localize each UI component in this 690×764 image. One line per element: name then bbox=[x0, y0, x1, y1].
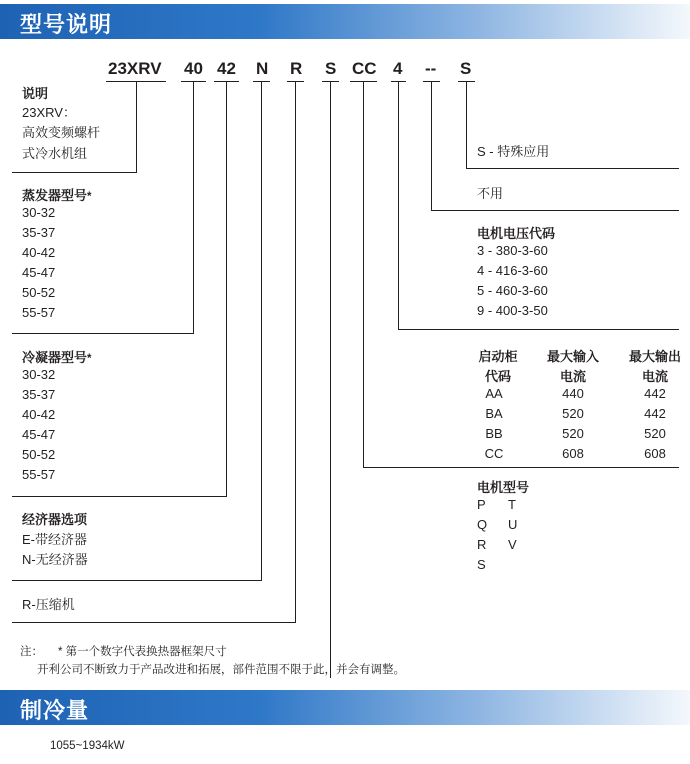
condenser-item: 40-42 bbox=[22, 407, 56, 422]
connector-unused-v bbox=[431, 81, 432, 211]
code-part-starter: CC bbox=[352, 59, 377, 78]
connector-condenser-v bbox=[226, 81, 227, 497]
condenser-item: 55-57 bbox=[22, 467, 56, 482]
condenser-item: 50-52 bbox=[22, 447, 56, 462]
starter-cell: AA bbox=[485, 386, 503, 401]
starter-cell: 520 bbox=[562, 426, 584, 441]
connector-series-h bbox=[12, 172, 137, 173]
compressor-label: R-压缩机 bbox=[22, 597, 75, 612]
connector-voltage-v bbox=[398, 81, 399, 330]
motor-item: T bbox=[508, 497, 516, 512]
connector-voltage-h bbox=[398, 329, 679, 330]
starter-header-output-line2: 电流 bbox=[641, 369, 668, 384]
condenser-item: 45-47 bbox=[22, 427, 56, 442]
evaporator-item: 55-57 bbox=[22, 305, 56, 320]
code-part-motor: S bbox=[325, 59, 337, 78]
starter-header-code-line1: 启动柜 bbox=[478, 349, 518, 364]
evaporator-item: 30-32 bbox=[22, 205, 56, 220]
capacity-range: 1055~1934kW bbox=[50, 740, 125, 752]
condenser-item: 35-37 bbox=[22, 387, 56, 402]
section-banner-model bbox=[0, 4, 690, 39]
connector-compressor-v bbox=[295, 81, 296, 623]
connector-unused-h bbox=[431, 210, 679, 211]
connector-starter-v bbox=[363, 81, 364, 468]
starter-cell: 520 bbox=[644, 426, 666, 441]
notes-star: * 第一个数字代表换热器框架尺寸 bbox=[58, 646, 227, 658]
voltage-item: 4 - 416-3-60 bbox=[477, 263, 548, 278]
notes-disclaimer: 开利公司不断致力于产品改进和拓展，部件范围不限于此，并会有调整。 bbox=[37, 664, 405, 676]
connector-starter-h bbox=[363, 467, 679, 468]
connector-compressor-h bbox=[12, 622, 296, 623]
starter-cell: CC bbox=[484, 446, 504, 461]
starter-cell: 608 bbox=[562, 446, 584, 461]
section-title-capacity: 制冷量 bbox=[20, 698, 90, 723]
starter-cell: 520 bbox=[562, 406, 584, 421]
code-part-compressor: R bbox=[290, 59, 303, 78]
section-title-model: 型号说明 bbox=[20, 12, 113, 37]
code-part-economizer: N bbox=[256, 59, 269, 78]
connector-condenser-h bbox=[12, 496, 227, 497]
starter-cell: BB bbox=[485, 426, 503, 441]
code-part-voltage: 4 bbox=[393, 59, 403, 78]
connector-economizer-h bbox=[12, 580, 262, 581]
voltage-item: 5 - 460-3-60 bbox=[477, 283, 548, 298]
footnote-mark: * bbox=[87, 191, 92, 203]
voltage-heading: 电机电压代码 bbox=[477, 226, 556, 241]
special-label: S - 特殊应用 bbox=[477, 144, 550, 159]
description-line: 23XRV： bbox=[22, 105, 76, 120]
notes-label: 注： bbox=[20, 646, 43, 658]
description-line: 高效变频螺杆 bbox=[22, 125, 101, 140]
economizer-heading: 经济器选项 bbox=[22, 512, 88, 527]
unused-label: 不用 bbox=[477, 186, 504, 201]
starter-header-code-line2: 代码 bbox=[484, 369, 511, 384]
connector-evaporator-v bbox=[193, 81, 194, 334]
description-line: 式冷水机组 bbox=[22, 146, 88, 161]
starter-header-input-line1: 最大输入 bbox=[546, 349, 599, 364]
code-part-unused: -- bbox=[425, 59, 437, 78]
motor-item: V bbox=[508, 537, 517, 552]
motor-heading: 电机型号 bbox=[477, 480, 530, 495]
voltage-item: 9 - 400-3-50 bbox=[477, 303, 548, 318]
economizer-item: N-无经济器 bbox=[22, 552, 88, 567]
starter-cell: BA bbox=[485, 406, 503, 421]
evaporator-item: 40-42 bbox=[22, 245, 56, 260]
connector-special-v bbox=[466, 81, 467, 168]
code-part-special: S bbox=[460, 59, 472, 78]
starter-cell: 440 bbox=[562, 386, 584, 401]
code-part-series: 23XRV bbox=[108, 59, 162, 78]
motor-item: S bbox=[477, 557, 486, 572]
connector-economizer-v bbox=[261, 81, 262, 581]
condenser-item: 30-32 bbox=[22, 367, 56, 382]
motor-item: Q bbox=[477, 517, 488, 532]
starter-header-output-line1: 最大输出 bbox=[628, 349, 681, 364]
starter-header-input-line2: 电流 bbox=[559, 369, 586, 384]
voltage-item: 3 - 380-3-60 bbox=[477, 243, 548, 258]
evaporator-item: 45-47 bbox=[22, 265, 56, 280]
code-part-condenser: 42 bbox=[217, 59, 236, 78]
economizer-item: E-带经济器 bbox=[22, 532, 88, 547]
motor-item: R bbox=[477, 537, 487, 552]
connector-special-h bbox=[466, 168, 679, 169]
connector-series-v bbox=[136, 81, 137, 173]
starter-cell: 442 bbox=[644, 406, 666, 421]
condenser-heading: 冷凝器型号* bbox=[22, 350, 92, 365]
evaporator-item: 35-37 bbox=[22, 225, 56, 240]
description-heading: 说明 bbox=[22, 86, 49, 101]
section-banner-capacity bbox=[0, 690, 690, 725]
footnote-mark: * bbox=[87, 353, 92, 365]
connector-motor-v bbox=[330, 81, 331, 678]
code-part-evaporator: 40 bbox=[184, 59, 203, 78]
starter-cell: 442 bbox=[644, 386, 666, 401]
motor-item: U bbox=[508, 517, 518, 532]
starter-cell: 608 bbox=[644, 446, 666, 461]
evaporator-item: 50-52 bbox=[22, 285, 56, 300]
evaporator-heading: 蒸发器型号* bbox=[22, 188, 92, 203]
motor-item: P bbox=[477, 497, 486, 512]
connector-evaporator-h bbox=[12, 333, 194, 334]
